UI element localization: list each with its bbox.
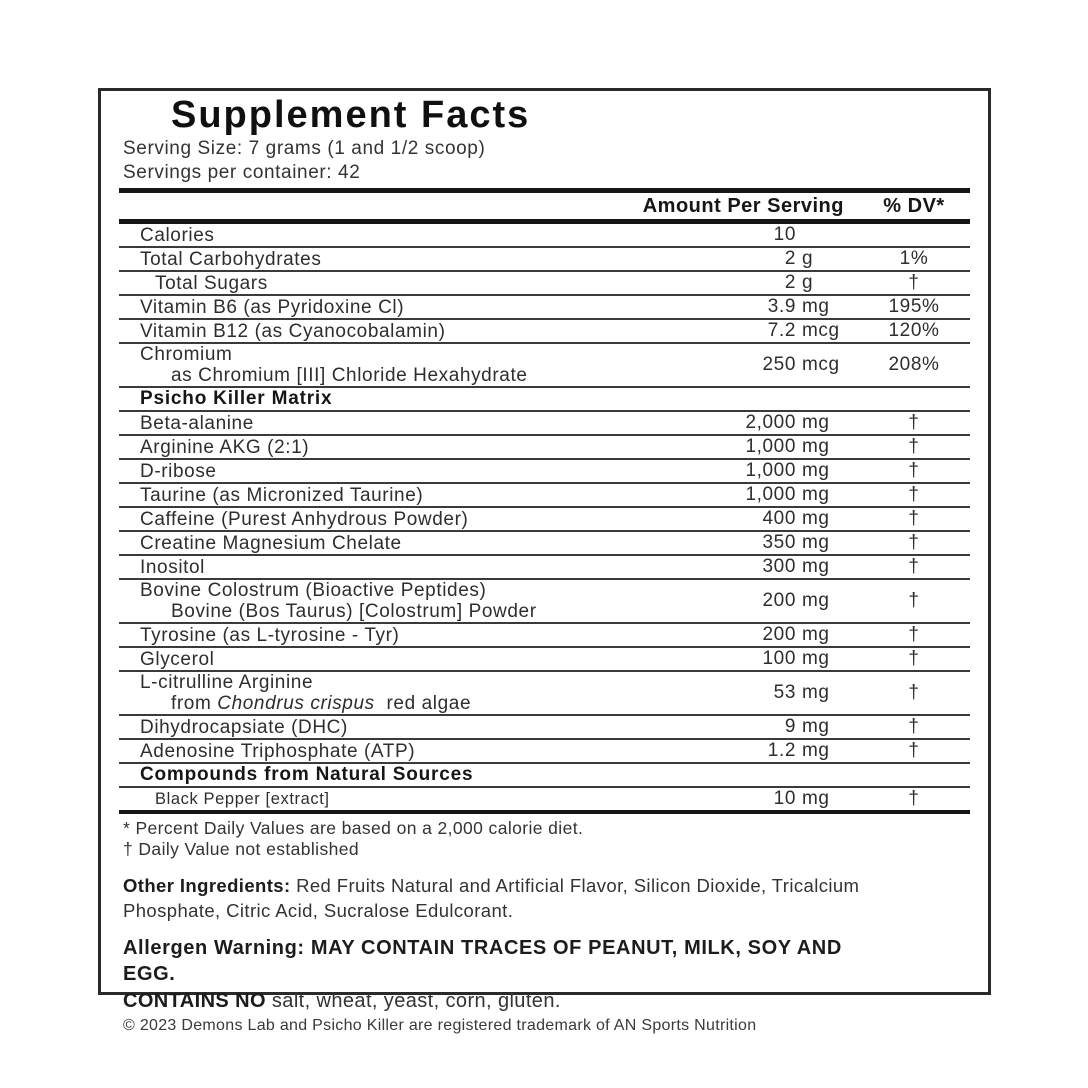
amount-unit: mg [802,296,830,317]
amount-cell [668,532,858,554]
dv-value: 195% [888,296,940,317]
amount-value: 1.2 [767,740,796,761]
table-row [119,580,970,624]
amount-value: 300 [762,556,796,577]
ingredient-subname-part: from [171,693,218,714]
ingredient-name-cell [119,485,668,506]
amount-value: 100 [762,648,796,669]
header-amount-per-serving [642,194,858,218]
ingredient-name-cell [119,717,668,738]
table-row [119,484,970,508]
ingredient-name-cell [119,672,668,714]
table-row [119,296,970,320]
ingredient-name-cell [119,789,668,810]
ingredient-name: Arginine AKG (2:1) [140,436,310,458]
ingredient-name: Adenosine Triphosphate (ATP) [140,740,416,762]
amount-cell [668,320,858,342]
amount-cell [668,412,858,434]
amount-value: 1,000 [745,436,796,457]
ingredient-name-cell [119,625,668,646]
table-row [119,320,970,344]
amount-unit: g [802,272,814,293]
contains-no-text: salt, wheat, yeast, corn, gluten. [271,990,561,1012]
contains-no-paragraph [123,989,970,1014]
amount-value: 350 [762,532,796,553]
amount-unit: mg [802,788,830,809]
amount-cell [668,354,858,376]
other-ingredients-paragraph [123,873,913,923]
amount-unit: mg [802,460,830,481]
table-row [119,508,970,532]
divider-thick [119,810,970,814]
ingredient-name: Chromium [140,344,233,365]
amount-unit: mg [802,624,830,645]
amount-unit: mg [802,412,830,433]
ingredient-name: Dihydrocapsiate (DHC) [140,716,348,738]
amount-cell [668,648,858,670]
amount-value: 7.2 [767,320,796,341]
amount-unit: mg [802,508,830,529]
table-row [119,460,970,484]
amount-value: 10 [773,788,796,809]
allergen-warning-label: Allergen Warning: [123,937,305,959]
ingredient-name: Black Pepper [extract] [155,789,330,808]
ingredient-name-cell [119,649,668,670]
amount-cell [668,460,858,482]
dv-value: † [908,716,920,737]
allergen-warning-text: MAY CONTAIN TRACES OF PEANUT, MILK, SOY AND EGG. [123,937,842,985]
amount-header-label: Amount Per Serving [642,194,844,217]
ingredient-subname-part: as Chromium [III] Chloride Hexahydrate [171,365,528,386]
table-row [119,740,970,764]
dv-value: † [908,436,920,457]
table-row [119,344,970,388]
ingredient-name: Calories [140,224,215,246]
footnotes [119,818,970,860]
dv-value: † [908,590,920,611]
table-row [119,788,970,810]
amount-cell [668,296,858,318]
section-header-row [119,764,970,788]
amount-cell [668,740,858,762]
table-row [119,648,970,672]
amount-value: 10 [773,224,796,245]
page-title: Supplement Facts [171,94,531,136]
dv-value: † [908,272,920,293]
ingredient-name: L-citrulline Arginine [140,672,314,693]
table-row [119,556,970,580]
dv-value: † [908,412,920,433]
amount-value: 250 [762,354,796,375]
amount-cell [668,788,858,810]
ingredient-name: Total Carbohydrates [140,248,322,270]
amount-value: 1,000 [745,484,796,505]
ingredient-name: Creatine Magnesium Chelate [140,532,402,554]
table-header-row [119,193,970,219]
footnote-dv-not-established: † Daily Value not established [123,839,359,859]
ingredient-name-cell [119,297,668,318]
amount-unit: mg [802,740,830,761]
dv-value: † [908,532,920,553]
section-title: Compounds from Natural Sources [140,764,474,785]
table-row [119,532,970,556]
ingredient-name: Beta-alanine [140,412,254,434]
allergen-warning-paragraph [123,935,883,987]
ingredient-name: Vitamin B6 (as Pyridoxine Cl) [140,296,405,318]
section-header-row [119,388,970,412]
amount-value: 53 [773,682,796,703]
dv-value: † [908,624,920,645]
amount-value: 2 [784,248,796,269]
ingredient-name: Total Sugars [155,272,268,294]
ingredient-name-cell [119,741,668,762]
amount-value: 200 [762,624,796,645]
amount-unit: mg [802,590,830,611]
table-row [119,412,970,436]
ingredient-subname [171,693,668,714]
dv-value: † [908,648,920,669]
ingredient-subname-part: Bovine (Bos Taurus) [Colostrum] Powder [171,601,537,622]
amount-unit: mcg [802,320,840,341]
dv-value: 120% [888,320,940,341]
dv-value: † [908,788,920,809]
amount-unit: mg [802,556,830,577]
amount-cell [668,716,858,738]
ingredient-name-cell [119,273,668,294]
ingredient-name: Bovine Colostrum (Bioactive Peptides) [140,580,487,601]
ingredient-name-cell [119,225,668,246]
amount-value: 1,000 [745,460,796,481]
ingredient-name-cell [119,580,668,622]
amount-unit: mg [802,436,830,457]
amount-cell [668,224,858,246]
ingredient-name: Glycerol [140,648,215,670]
servings-per-container-text: Servings per container: 42 [123,162,361,183]
dv-value: 1% [899,248,929,269]
ingredient-name-cell [119,509,668,530]
ingredient-subname [171,601,668,622]
other-ingredients-text: Red Fruits Natural and Artificial Flavor, Silicon Dioxide, Tricalcium Phosphate, Citric Acid, Sucralose Edulcorant. [123,875,860,921]
table-row [119,248,970,272]
dv-value: † [908,682,920,703]
amount-unit: mg [802,682,830,703]
amount-value: 400 [762,508,796,529]
ingredient-name-cell [119,557,668,578]
dv-value: 208% [888,354,940,375]
contains-no-label: CONTAINS NO [123,990,266,1012]
amount-unit: mg [802,532,830,553]
ingredient-name: Taurine (as Micronized Taurine) [140,484,424,506]
amount-cell [668,556,858,578]
ingredient-name-cell [119,249,668,270]
dv-value: † [908,460,920,481]
table-row [119,272,970,296]
amount-cell [668,436,858,458]
amount-value: 3.9 [767,296,796,317]
amount-cell [668,484,858,506]
dv-value: † [908,740,920,761]
ingredient-name-cell [119,344,668,386]
amount-cell [668,624,858,646]
amount-unit [796,224,844,246]
ingredient-subname-part: red algae [374,693,472,714]
ingredient-name-cell [119,533,668,554]
header-percent-dv: % DV* [883,194,945,217]
supplement-facts-label [98,88,991,1034]
ingredient-name: Inositol [140,556,206,578]
amount-unit: mg [802,648,830,669]
copyright-text: © 2023 Demons Lab and Psicho Killer are registered trademark of AN Sports Nutrition [123,1017,757,1034]
facts-rows [119,224,970,810]
ingredient-name: Vitamin B12 (as Cyanocobalamin) [140,320,446,342]
ingredient-name: Tyrosine (as L-tyrosine - Tyr) [140,624,400,646]
amount-cell [668,682,858,704]
footnote-percent-dv: * Percent Daily Values are based on a 2,000 calorie diet. [123,818,584,838]
dv-value: † [908,556,920,577]
table-row [119,436,970,460]
table-row [119,624,970,648]
table-row [119,672,970,716]
section-title: Psicho Killer Matrix [140,388,333,409]
ingredient-name: Caffeine (Purest Anhydrous Powder) [140,508,469,530]
serving-size-text: Serving Size: 7 grams (1 and 1/2 scoop) [123,138,486,159]
amount-cell [668,272,858,294]
dv-value: † [908,484,920,505]
amount-unit: g [802,248,814,269]
amount-cell [668,508,858,530]
amount-value: 2 [784,272,796,293]
amount-unit: mg [802,484,830,505]
ingredient-subname-part: Chondrus crispus [217,693,375,714]
ingredient-name-cell [119,437,668,458]
table-row [119,716,970,740]
amount-value: 2,000 [745,412,796,433]
ingredient-subname [171,365,668,386]
ingredient-name-cell [119,413,668,434]
amount-unit: mcg [802,354,840,375]
amount-value: 200 [762,590,796,611]
other-ingredients-label: Other Ingredients: [123,875,291,896]
amount-unit: mg [802,716,830,737]
table-row [119,224,970,248]
amount-cell [668,248,858,270]
amount-value: 9 [784,716,796,737]
dv-value: † [908,508,920,529]
amount-cell [668,590,858,612]
ingredient-name: D-ribose [140,460,217,482]
ingredient-name-cell [119,461,668,482]
ingredient-name-cell [119,321,668,342]
